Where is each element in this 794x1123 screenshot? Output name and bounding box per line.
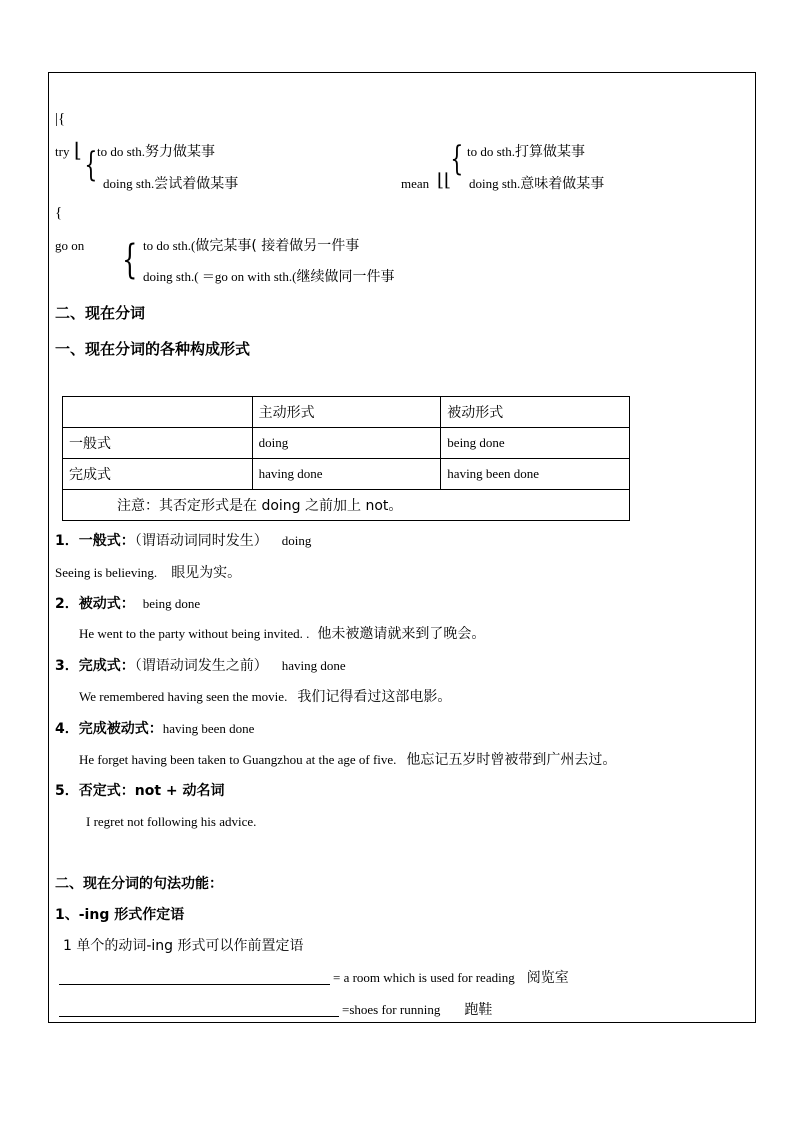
- section-title-syntax: 二、现在分词的句法功能：: [55, 876, 223, 892]
- item-1-heading: 1．一般式：（谓语动词同时发生） doing: [55, 533, 312, 549]
- mean-small-brace: ⌊⌊: [437, 170, 452, 191]
- item-2-example: He went to the party without being invited. . 他未被邀请就来到了晚会。: [79, 626, 486, 642]
- item-3-heading: 3．完成式：（谓语动词发生之前） having done: [55, 658, 346, 674]
- table-cell: 被动形式: [441, 397, 630, 428]
- subsection-note: 1 单个的动词-ing 形式可以作前置定语: [63, 938, 304, 954]
- try-option-2: doing sth.尝试着做某事: [103, 176, 239, 192]
- try-option-1: to do sth.努力做某事: [97, 144, 216, 160]
- table-cell: 主动形式: [252, 397, 441, 428]
- go-on-brace: {: [122, 237, 138, 283]
- table-cell: being done: [441, 428, 630, 459]
- table-cell: having been done: [441, 459, 630, 490]
- try-brace: {: [84, 145, 98, 185]
- table-cell: 完成式: [63, 459, 253, 490]
- try-word: try: [55, 144, 70, 159]
- item-1-example: Seeing is believing. 眼见为实。: [55, 565, 242, 581]
- go-on-option-2: doing sth.( ＝go on with sth.(继续做同一件事: [143, 269, 395, 285]
- item-4-heading: 4．完成被动式：having been done: [55, 721, 255, 737]
- blank-line-1[interactable]: [59, 984, 330, 985]
- item-5-heading: 5．否定式：not + 动名词: [55, 783, 225, 799]
- table-row: [63, 428, 630, 459]
- table-note-row: [63, 490, 630, 521]
- item-5-example: I regret not following his advice.: [86, 814, 257, 829]
- forms-table: [62, 396, 630, 521]
- mean-option-1: to do sth.打算做某事: [467, 144, 586, 160]
- table-cell: having done: [252, 459, 441, 490]
- mean-word: mean: [401, 176, 430, 191]
- table-row: [63, 459, 630, 490]
- blank-2-text: =shoes for running 跑鞋: [342, 1002, 493, 1018]
- try-small-brace: ⌊: [74, 138, 82, 162]
- top-marks: |{: [55, 111, 66, 127]
- item-3-example: We remembered having seen the movie. 我们记得看过这部电影。: [79, 689, 452, 705]
- table-cell: 一般式: [63, 428, 253, 459]
- blank-1-text: = a room which is used for reading 阅览室: [333, 970, 569, 986]
- mean-brace-upper: {: [450, 139, 464, 179]
- section-title-present-participle: 二、现在分词: [55, 304, 146, 322]
- subsection-ing-attributive: 1、-ing 形式作定语: [55, 907, 185, 923]
- blank-line-2[interactable]: [59, 1016, 339, 1017]
- table-note: 注意：其否定形式是在 doing 之前加上 not。: [63, 490, 630, 521]
- table-header-row: [63, 397, 630, 428]
- header-rule: [58, 72, 746, 73]
- item-4-example: He forget having been taken to Guangzhou at the age of five. 他忘记五岁时曾被带到广州去过。: [79, 752, 617, 768]
- go-on-word: go on: [55, 238, 85, 253]
- go-on-option-1: to do sth.(做完某事( 接着做另一件事: [143, 238, 360, 254]
- section-title-forms: 一、现在分词的各种构成形式: [55, 340, 251, 358]
- left-mark: {: [55, 205, 63, 221]
- mean-option-2: doing sth.意味着做某事: [469, 176, 605, 192]
- table-cell: [63, 397, 253, 428]
- item-2-heading: 2．被动式： being done: [55, 596, 201, 612]
- table-cell: doing: [252, 428, 441, 459]
